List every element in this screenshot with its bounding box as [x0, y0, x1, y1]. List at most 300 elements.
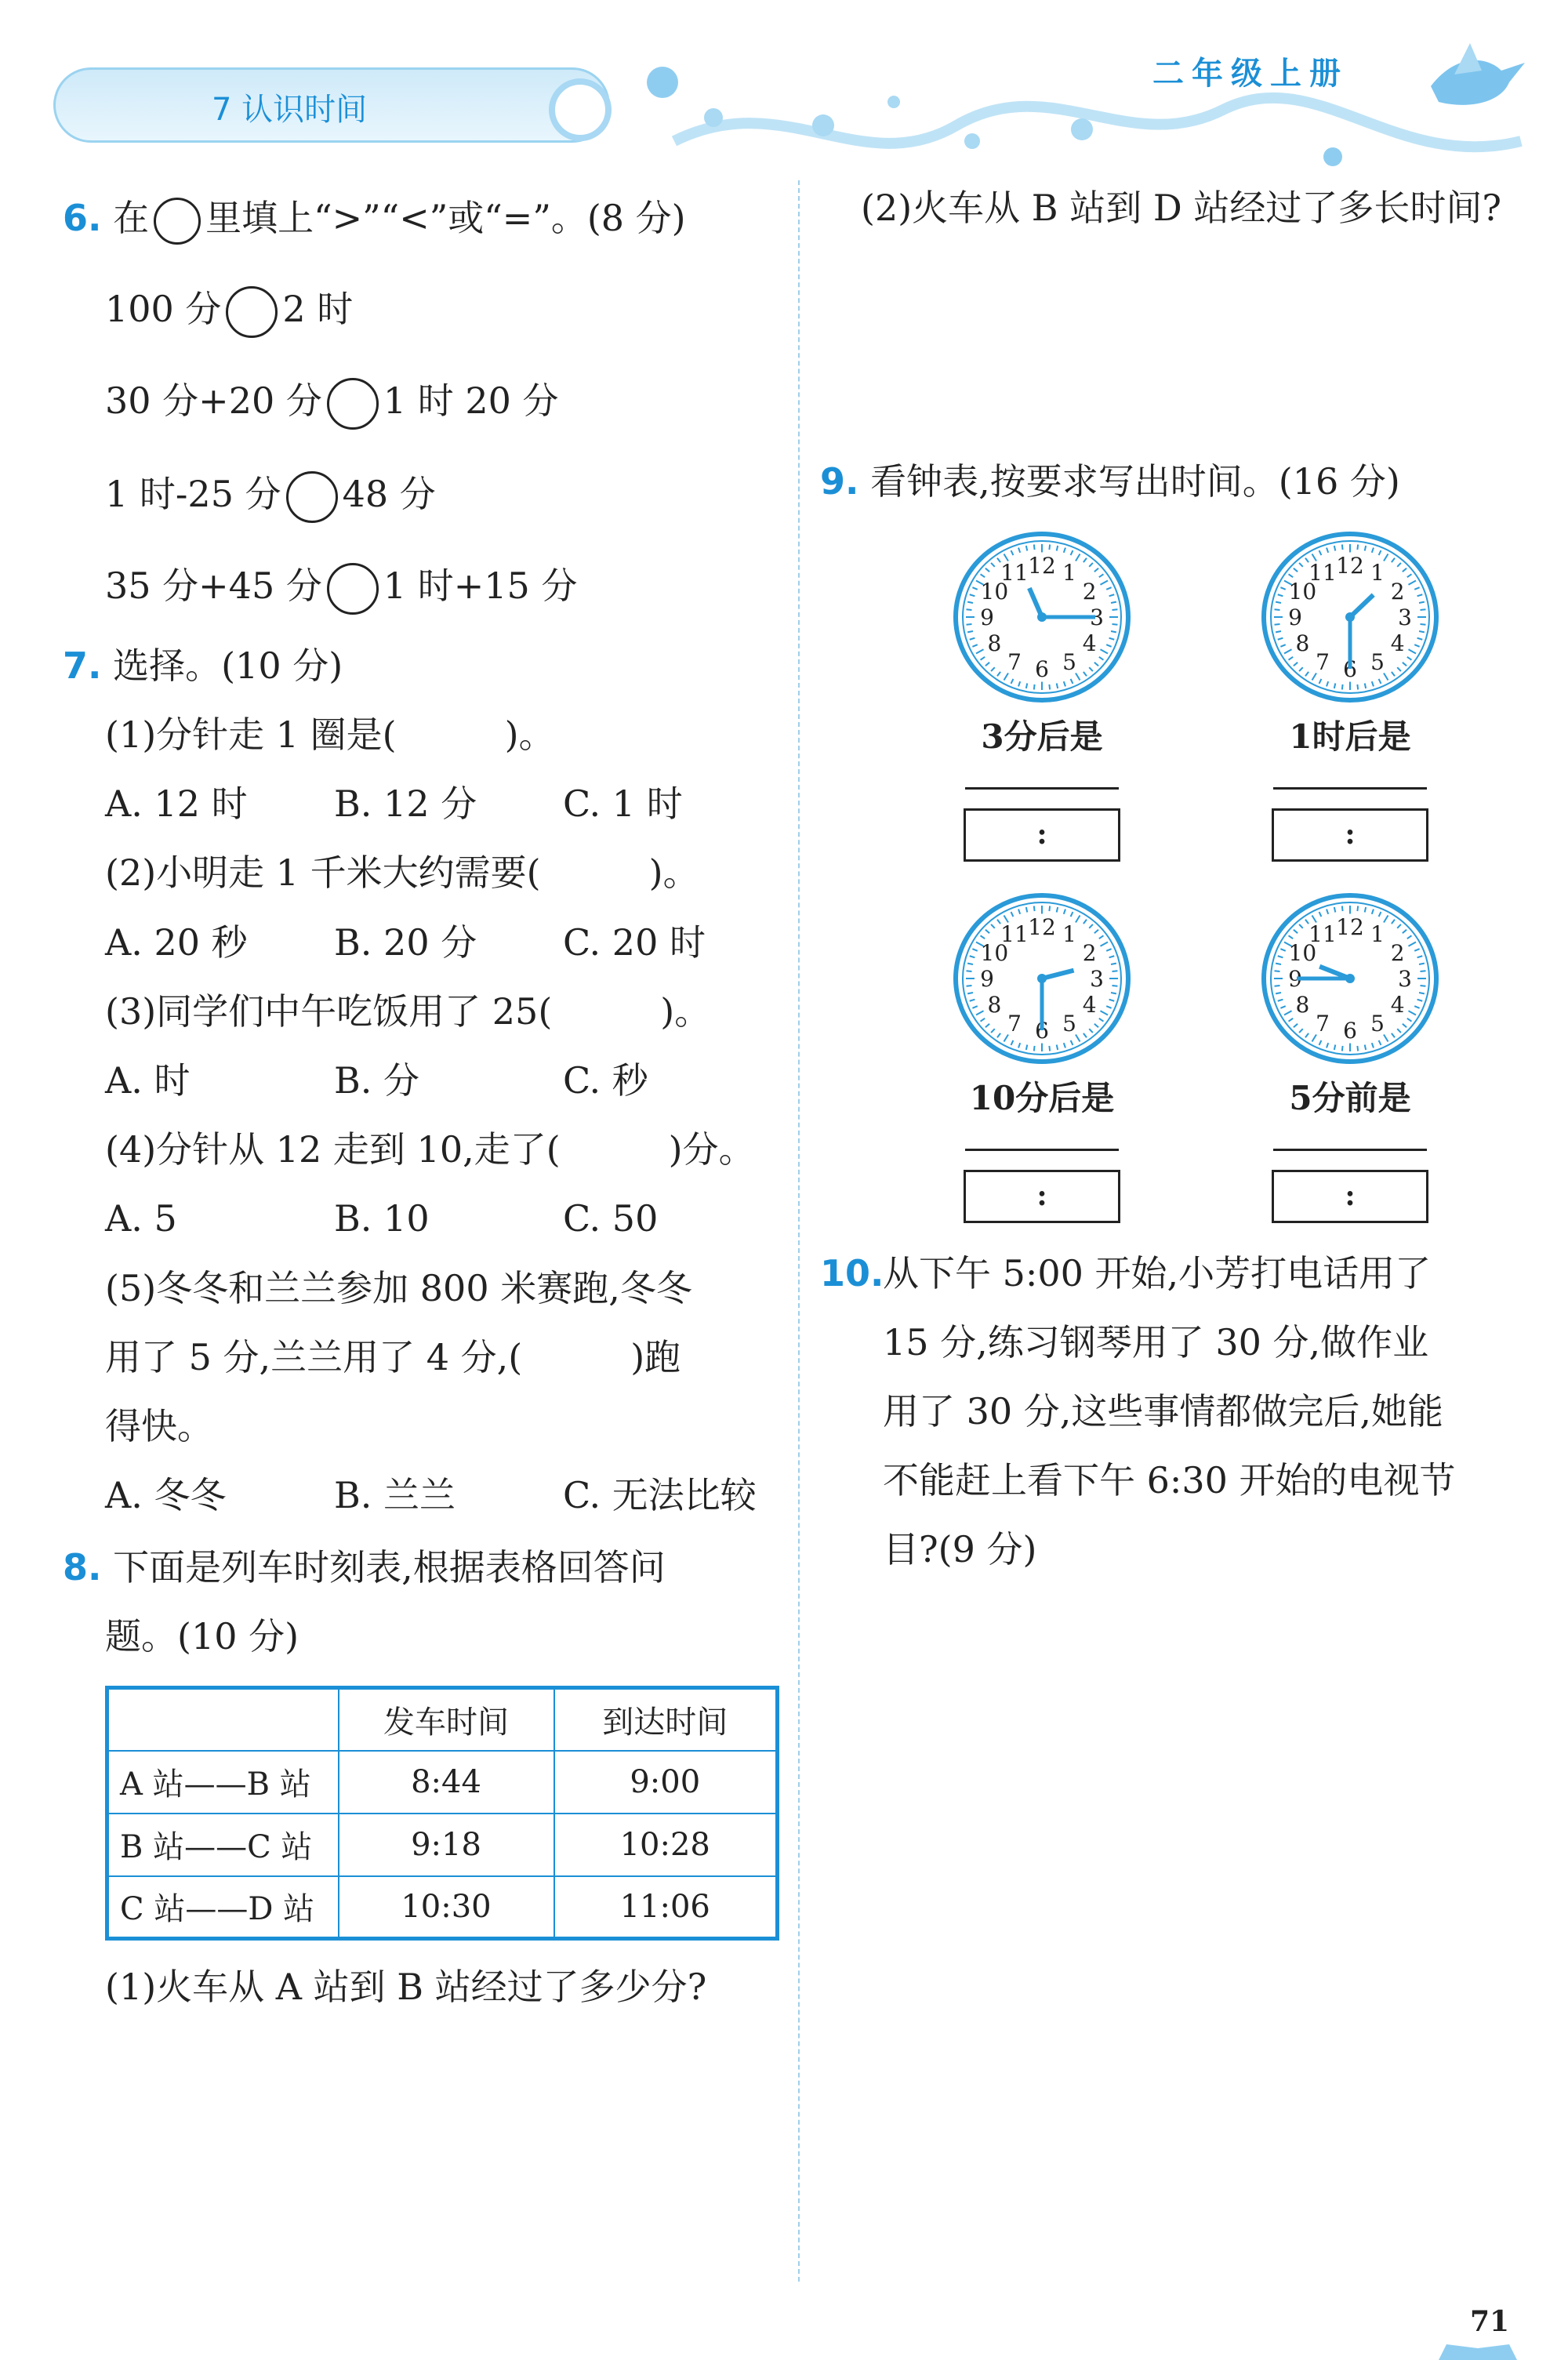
- clock-tick: [1011, 550, 1014, 555]
- clock-face: [948, 888, 1136, 1069]
- clock-tick: [1071, 679, 1073, 684]
- choice-option[interactable]: A. 20 秒: [105, 920, 248, 964]
- clock-tick: [1011, 1040, 1014, 1045]
- q8-title-line2: 题。(10 分): [105, 1615, 299, 1657]
- clock-numeral: 1: [1062, 559, 1076, 586]
- clock-tick: [1421, 624, 1426, 625]
- time-answer-box[interactable]: :: [964, 808, 1120, 862]
- question-number: 7.: [63, 644, 102, 687]
- clock-numeral: 1: [1370, 920, 1385, 947]
- clock-tick: [1111, 631, 1116, 632]
- clock-numeral: 8: [987, 630, 1002, 656]
- clock-numeral: 2: [1082, 940, 1097, 966]
- clock-tick: [970, 594, 975, 596]
- clock-tick: [1299, 667, 1303, 671]
- arrive-cell: 11:06: [554, 1876, 778, 1939]
- choice-option[interactable]: B. 20 分: [334, 920, 477, 964]
- clock-tick: [1057, 684, 1058, 688]
- clock-tick: [1417, 638, 1423, 640]
- clock-numeral: 9: [980, 605, 994, 630]
- clock-tick: [1278, 1000, 1283, 1001]
- book-icon: [1435, 2340, 1521, 2360]
- clock-numeral: 7: [1007, 1011, 1022, 1037]
- header-cell: 发车时间: [339, 1688, 554, 1751]
- clock-tick: [985, 930, 989, 933]
- page-number: 71: [1470, 2305, 1510, 2338]
- clock-tick: [1392, 672, 1395, 676]
- clock-tick: [967, 602, 973, 603]
- question-line: 不能赶上看下午 6:30 开始的电视节: [883, 1459, 1456, 1501]
- q8-subquestion-2: (2)火车从 B 站到 D 站经过了多长时间?: [861, 187, 1501, 229]
- hour-hand: [1350, 595, 1374, 617]
- clock-tick: [1397, 924, 1401, 928]
- clock-tick: [1403, 663, 1406, 666]
- clock-numeral: 2: [1390, 940, 1405, 966]
- clock-numeral: 2: [1390, 579, 1405, 605]
- choice-option[interactable]: B. 10: [334, 1197, 430, 1240]
- answer-line[interactable]: [965, 1149, 1119, 1151]
- clock-tick: [1089, 924, 1093, 928]
- grade-label: 二年级上册: [1152, 56, 1348, 92]
- clock-tick: [1417, 956, 1423, 957]
- clock-tick: [1294, 568, 1298, 572]
- clock-tick: [1299, 1029, 1303, 1033]
- clock-tick: [1049, 906, 1050, 912]
- depart-cell: 8:44: [339, 1751, 554, 1814]
- clock-tick: [1379, 912, 1381, 917]
- clock-tick: [1289, 574, 1294, 577]
- clock-tick: [1112, 609, 1118, 610]
- clock-tick: [970, 638, 975, 640]
- clock-tick: [1414, 587, 1419, 590]
- clock-tick: [1417, 1000, 1423, 1001]
- clock-tick: [1299, 924, 1303, 928]
- hour-hand: [1042, 971, 1074, 978]
- clock-tick: [1083, 1033, 1087, 1037]
- clock-tick: [1057, 1045, 1058, 1050]
- clock-tick: [1099, 574, 1104, 577]
- clock-numeral: 10: [980, 940, 1009, 966]
- clock-tick: [1109, 956, 1115, 957]
- clock-tick: [1407, 935, 1412, 939]
- clock-tick: [1089, 667, 1093, 671]
- answer-circle[interactable]: [327, 378, 379, 430]
- clock-tick: [1357, 1046, 1358, 1051]
- q9-title: [820, 458, 1400, 505]
- clock-tick: [1083, 920, 1087, 924]
- clock-tick: [1408, 1011, 1416, 1015]
- question-line: 从下午 5:00 开始,小芳打电话用了: [883, 1252, 1432, 1294]
- clock-tick: [1106, 1006, 1111, 1008]
- clock-tick: [1034, 1046, 1035, 1051]
- clock-tick: [1334, 1045, 1335, 1050]
- clock-tick: [1414, 949, 1419, 951]
- clock-tick: [1397, 1029, 1401, 1033]
- clock-tick: [1407, 574, 1412, 577]
- clock-tick: [1034, 684, 1035, 690]
- question-number: 9.: [820, 460, 859, 503]
- choice-option[interactable]: B. 兰兰: [334, 1474, 456, 1517]
- clock-numeral: 6: [1343, 656, 1357, 682]
- clock-tick: [1278, 638, 1283, 640]
- clock-tick: [1289, 935, 1294, 939]
- clock-numeral: 10: [1288, 579, 1317, 605]
- table-row: [107, 1814, 778, 1876]
- clock-tick: [1018, 910, 1020, 914]
- clock-tick: [970, 956, 975, 957]
- question-line: 用了 5 分,兰兰用了 4 分,( )跑: [105, 1335, 681, 1378]
- clock-numeral: 7: [1316, 1011, 1330, 1037]
- choice-option[interactable]: A. 5: [105, 1197, 177, 1240]
- clock-numeral: 9: [1288, 605, 1302, 630]
- question-line: 用了 30 分,这些事情都做完后,她能: [883, 1390, 1444, 1432]
- clock-tick: [1071, 912, 1073, 917]
- clock-tick: [1094, 663, 1098, 666]
- clock-numeral: 11: [1000, 559, 1029, 586]
- comparison-item: [105, 470, 436, 523]
- clock-tick: [972, 587, 977, 590]
- q6-title-pre: 在: [113, 197, 150, 239]
- clock-tick: [1379, 550, 1381, 555]
- question-number: 8.: [63, 1546, 102, 1588]
- clock-numeral: 3: [1398, 966, 1412, 992]
- clock-tick: [1099, 1018, 1104, 1022]
- clock-tick: [1299, 563, 1303, 567]
- comparison-right: 48 分: [342, 473, 436, 515]
- clock-tick: [1276, 631, 1281, 632]
- depart-cell: 9:18: [339, 1814, 554, 1876]
- clock-tick: [997, 672, 1000, 676]
- clock-tick: [1280, 1006, 1285, 1008]
- clock-tick: [1319, 550, 1322, 555]
- answer-circle[interactable]: [327, 563, 379, 615]
- clock-numeral: 5: [1062, 1011, 1076, 1037]
- clock-numeral: 11: [1000, 920, 1029, 947]
- clock-tick: [1408, 649, 1416, 653]
- clock-tick: [1342, 1046, 1343, 1051]
- clock-tick: [1392, 1033, 1395, 1037]
- clock-tick: [985, 663, 989, 666]
- clock-tick: [1305, 1033, 1308, 1037]
- clock-tick: [1372, 681, 1374, 686]
- clock-tick: [1294, 663, 1298, 666]
- clock-face: [1256, 527, 1444, 707]
- clock-tick: [1064, 910, 1065, 914]
- clock-tick: [1089, 563, 1093, 567]
- banner-end-decoration: [549, 78, 612, 141]
- clock-tick: [1280, 587, 1285, 590]
- clock-numeral: 4: [1082, 630, 1097, 656]
- clock-tick: [1018, 681, 1020, 686]
- clock-label: 5分前是: [1289, 1079, 1411, 1117]
- clock-tick: [1094, 930, 1098, 933]
- clock-tick: [1414, 644, 1419, 647]
- clock-numeral: 2: [1082, 579, 1097, 605]
- choice-option[interactable]: C. 1 时: [563, 782, 683, 826]
- clock-tick: [1276, 602, 1281, 603]
- clock-tick: [1327, 548, 1328, 553]
- clock-face: [948, 527, 1136, 707]
- clock-tick: [981, 574, 985, 577]
- clock-numeral: 8: [1295, 992, 1310, 1018]
- clock-numeral: 6: [1343, 1018, 1357, 1044]
- clock-tick: [1419, 631, 1425, 632]
- clock-tick: [1414, 1006, 1419, 1008]
- choice-option[interactable]: A. 冬冬: [105, 1474, 227, 1517]
- choice-option[interactable]: A. 时: [105, 1059, 191, 1102]
- clock-tick: [970, 1000, 975, 1001]
- time-answer-box[interactable]: :: [1272, 808, 1428, 862]
- clock-tick: [1094, 1024, 1098, 1027]
- clock-tick: [1100, 649, 1108, 653]
- clock-tick: [1305, 672, 1308, 676]
- clock-tick: [1106, 949, 1111, 951]
- comparison-item: [105, 285, 353, 338]
- clock-tick: [991, 924, 995, 928]
- choice-option[interactable]: A. 12 时: [105, 782, 248, 826]
- clock-tick: [1275, 624, 1280, 625]
- clock-tick: [1372, 548, 1374, 553]
- time-answer-box[interactable]: :: [1272, 1170, 1428, 1223]
- clock-numeral: 10: [1288, 940, 1317, 966]
- clock-label: 3分后是: [981, 717, 1103, 756]
- clock-tick: [1372, 1043, 1374, 1047]
- clock-numeral: 12: [1028, 914, 1056, 940]
- clock-numeral: 3: [1398, 605, 1412, 630]
- clock-tick: [1392, 558, 1395, 562]
- comparison-right: 1 时 20 分: [383, 379, 559, 422]
- clock-tick: [1049, 1046, 1050, 1051]
- route-cell: A 站——B 站: [107, 1751, 339, 1814]
- clock-tick: [1011, 679, 1014, 684]
- clock-tick: [1089, 1029, 1093, 1033]
- clock-tick: [1408, 942, 1416, 946]
- clock-numeral: 6: [1035, 656, 1049, 682]
- clock-tick: [1334, 546, 1335, 550]
- clock-numeral: 8: [1295, 630, 1310, 656]
- table-row: [107, 1876, 778, 1939]
- clock-tick: [1100, 581, 1108, 585]
- clock-tick: [1417, 594, 1423, 596]
- clock-numeral: 1: [1062, 920, 1076, 947]
- clock-numeral: 5: [1062, 649, 1076, 676]
- question-line: (4)分针从 12 走到 10,走了( )分。: [105, 1128, 755, 1171]
- arrive-cell: 9:00: [554, 1751, 778, 1814]
- q6-title: [63, 194, 686, 245]
- hour-hand: [1029, 588, 1042, 617]
- clock-tick: [1392, 920, 1395, 924]
- clock-tick: [981, 657, 985, 660]
- time-answer-box[interactable]: :: [964, 1170, 1120, 1223]
- circle-blank-icon: [154, 198, 201, 245]
- clock-tick: [1064, 681, 1065, 686]
- route-cell: B 站——C 站: [107, 1814, 339, 1876]
- clock-tick: [991, 667, 995, 671]
- route-cell: C 站——D 站: [107, 1876, 339, 1939]
- clock-tick: [976, 1011, 984, 1015]
- clock-tick: [1100, 1011, 1108, 1015]
- clock-tick: [1294, 1024, 1298, 1027]
- clock-tick: [1403, 1024, 1406, 1027]
- choice-option[interactable]: C. 无法比较: [563, 1474, 757, 1517]
- clock-tick: [1372, 910, 1374, 914]
- clock-numeral: 9: [980, 966, 994, 992]
- clock-tick: [1109, 1000, 1115, 1001]
- clock-tick: [1403, 568, 1406, 572]
- chapter-title: 7 认识时间: [212, 92, 368, 128]
- choice-option[interactable]: B. 分: [334, 1059, 420, 1102]
- clock-tick: [1397, 563, 1401, 567]
- clock-label: 10分后是: [969, 1079, 1115, 1117]
- comparison-left: 1 时-25 分: [105, 473, 281, 515]
- header-cell: [107, 1688, 339, 1751]
- clock-numeral: 3: [1090, 966, 1104, 992]
- clock-tick: [1099, 657, 1104, 660]
- clock-tick: [1407, 657, 1412, 660]
- clock-tick: [1379, 1040, 1381, 1045]
- clock-numeral: 4: [1390, 992, 1405, 1018]
- choice-option[interactable]: C. 20 时: [563, 920, 706, 964]
- clock-tick: [1334, 907, 1335, 912]
- answer-line[interactable]: [1273, 1149, 1427, 1151]
- clock-tick: [1100, 942, 1108, 946]
- clock-numeral: 12: [1028, 553, 1056, 579]
- clock-tick: [1379, 679, 1381, 684]
- q8-title-line1: 下面是列车时刻表,根据表格回答问: [113, 1546, 666, 1588]
- clock-tick: [1034, 545, 1035, 550]
- clock-tick: [1112, 624, 1118, 625]
- clock-tick: [1327, 1043, 1328, 1047]
- clock-tick: [1342, 906, 1343, 912]
- choice-option[interactable]: C. 50: [563, 1197, 659, 1240]
- clock-tick: [1342, 684, 1343, 690]
- clock-tick: [1278, 956, 1283, 957]
- clock-tick: [1026, 546, 1027, 550]
- clock-numeral: 11: [1308, 920, 1337, 947]
- clock-tick: [1071, 550, 1073, 555]
- clock-tick: [1365, 907, 1366, 912]
- question-line: 目?(9 分): [883, 1528, 1037, 1570]
- clock-tick: [1327, 910, 1328, 914]
- clock-numeral: 11: [1308, 559, 1337, 586]
- clock-tick: [1064, 548, 1065, 553]
- clock-tick: [1284, 1011, 1292, 1015]
- clock-tick: [1327, 681, 1328, 686]
- choice-option[interactable]: C. 秒: [563, 1059, 648, 1102]
- clock-numeral: 4: [1082, 992, 1097, 1018]
- bubble-wave-decoration: [627, 55, 1552, 180]
- clock-tick: [1289, 1018, 1294, 1022]
- comparison-left: 100 分: [105, 288, 222, 330]
- question-line: 得快。: [105, 1405, 213, 1447]
- comparison-item: [105, 562, 577, 615]
- question-line: (3)同学们中午吃饭用了 25( )。: [105, 989, 711, 1033]
- bird-icon: [1423, 39, 1533, 118]
- clock-tick: [967, 624, 972, 625]
- clock-tick: [1275, 609, 1280, 610]
- clock-numeral: 12: [1336, 914, 1364, 940]
- clock-numeral: 8: [987, 992, 1002, 1018]
- answer-line[interactable]: [1273, 787, 1427, 790]
- clock-numeral: 10: [980, 579, 1009, 605]
- choice-option[interactable]: B. 12 分: [334, 782, 477, 826]
- clock-tick: [1357, 545, 1358, 550]
- clock-tick: [972, 1006, 977, 1008]
- clock-tick: [1057, 907, 1058, 912]
- clock-tick: [1057, 546, 1058, 550]
- question-number: 6.: [63, 197, 102, 239]
- question-line: (2)小明走 1 千米大约需要( )。: [105, 851, 699, 895]
- clock-numeral: 7: [1007, 649, 1022, 676]
- clock-tick: [972, 949, 977, 951]
- clock-tick: [1289, 657, 1294, 660]
- clock-numeral: 3: [1090, 605, 1104, 630]
- clock-tick: [1109, 594, 1115, 596]
- clock-numeral: 5: [1370, 1011, 1385, 1037]
- q10-title: [820, 1250, 884, 1297]
- clock-tick: [967, 609, 972, 610]
- clock-tick: [1319, 1040, 1322, 1045]
- depart-cell: 10:30: [339, 1876, 554, 1939]
- clock-tick: [1421, 609, 1426, 610]
- clock-tick: [1407, 1018, 1412, 1022]
- question-line: (1)分针走 1 圈是( )。: [105, 713, 555, 756]
- clock-tick: [1083, 558, 1087, 562]
- clock-tick: [981, 1018, 985, 1022]
- clock-tick: [1365, 546, 1366, 550]
- clock-tick: [1365, 684, 1366, 688]
- clock-tick: [1284, 649, 1292, 653]
- answer-circle[interactable]: [226, 286, 278, 338]
- clock-tick: [985, 1024, 989, 1027]
- clock-tick: [1342, 545, 1343, 550]
- comparison-right: 1 时+15 分: [383, 565, 578, 607]
- clock-tick: [991, 1029, 995, 1033]
- clock-tick: [1034, 906, 1035, 912]
- clock-tick: [1334, 684, 1335, 688]
- clock-tick: [1018, 1043, 1020, 1047]
- clock-tick: [1403, 930, 1406, 933]
- clock-numeral: 6: [1035, 1018, 1049, 1044]
- clock-tick: [1071, 1040, 1073, 1045]
- clock-tick: [1111, 602, 1116, 603]
- clock-tick: [1357, 906, 1358, 912]
- clock-tick: [1064, 1043, 1065, 1047]
- column-divider: [798, 180, 800, 2282]
- clock-numeral: 1: [1370, 559, 1385, 586]
- clock-tick: [1357, 684, 1358, 690]
- clock-tick: [1018, 548, 1020, 553]
- clock-tick: [1099, 935, 1104, 939]
- answer-line[interactable]: [965, 787, 1119, 790]
- q9-title-text: 看钟表,按要求写出时间。(16 分): [870, 460, 1400, 503]
- clock-tick: [1397, 667, 1401, 671]
- clock-tick: [1109, 638, 1115, 640]
- q8-title: [63, 1544, 666, 1591]
- clock-tick: [991, 563, 995, 567]
- clock-tick: [1294, 930, 1298, 933]
- arrive-cell: 10:28: [554, 1814, 778, 1876]
- clock-tick: [976, 649, 984, 653]
- q7-title-text: 选择。(10 分): [113, 644, 343, 687]
- answer-circle[interactable]: [286, 471, 338, 523]
- comparison-left: 35 分+45 分: [105, 565, 322, 607]
- clock-numeral: 12: [1336, 553, 1364, 579]
- clock-tick: [985, 568, 989, 572]
- clock-tick: [1011, 912, 1014, 917]
- q7-title: [63, 642, 343, 689]
- comparison-item: [105, 377, 559, 430]
